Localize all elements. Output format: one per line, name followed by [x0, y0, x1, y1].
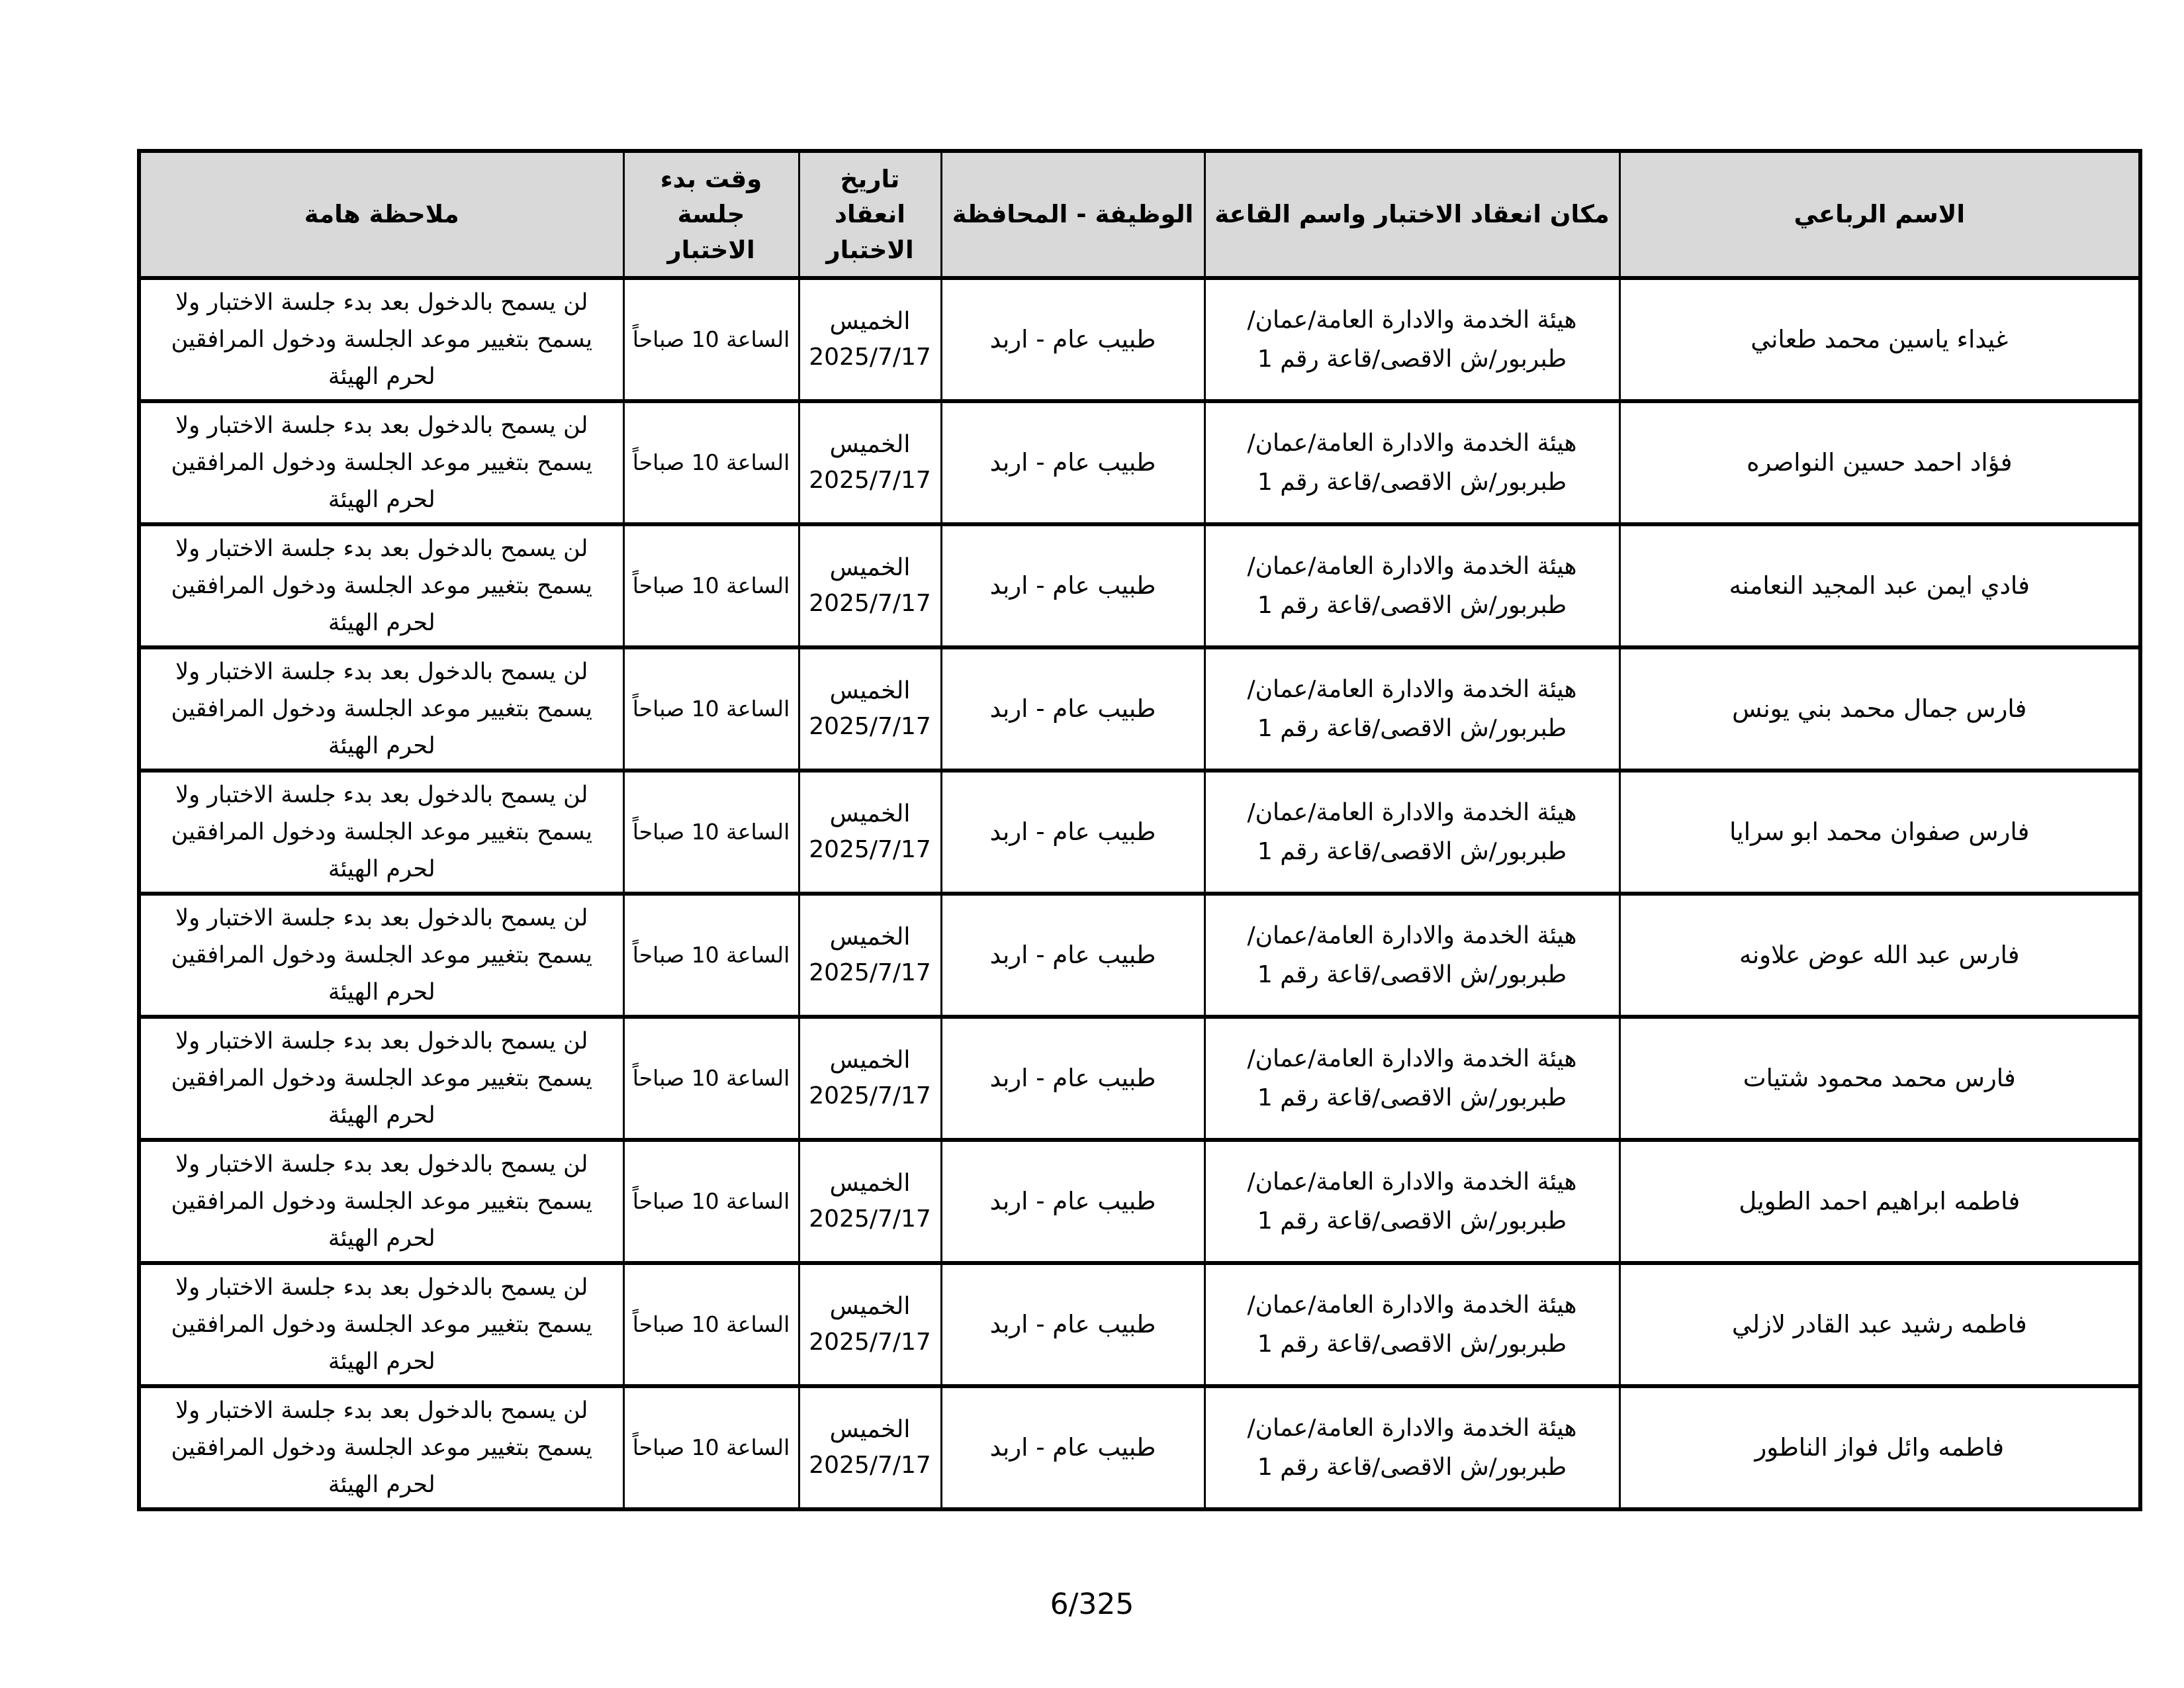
- cell-important-note: لن يسمح بالدخول بعد بدء جلسة الاختبار ولا يسمح بتغيير موعد الجلسة ودخول المرافقين لحرم الهيئة: [139, 524, 623, 647]
- cell-job-governorate: طبيب عام - اربد: [941, 278, 1205, 401]
- exam-date-day: الخميس: [829, 308, 911, 335]
- header-full-name: الاسم الرباعي: [1619, 151, 2140, 278]
- exam-date-day: الخميس: [829, 431, 911, 458]
- cell-full-name: فارس محمد محمود شتيات: [1619, 1017, 2140, 1140]
- cell-job-governorate: طبيب عام - اربد: [941, 771, 1205, 894]
- cell-exam-location: هيئة الخدمة والادارة العامة/عمان/طبربور/ش الاقصى/قاعة رقم 1: [1205, 524, 1619, 647]
- cell-session-time: الساعة 10 صباحاً: [623, 1263, 799, 1386]
- table-row: [139, 278, 2140, 401]
- cell-important-note: لن يسمح بالدخول بعد بدء جلسة الاختبار ولا يسمح بتغيير موعد الجلسة ودخول المرافقين لحرم الهيئة: [139, 894, 623, 1017]
- cell-important-note: لن يسمح بالدخول بعد بدء جلسة الاختبار ولا يسمح بتغيير موعد الجلسة ودخول المرافقين لحرم الهيئة: [139, 771, 623, 894]
- cell-exam-date: [799, 894, 941, 1017]
- cell-exam-location: هيئة الخدمة والادارة العامة/عمان/طبربور/ش الاقصى/قاعة رقم 1: [1205, 1017, 1619, 1140]
- cell-full-name: فاطمه ابراهيم احمد الطويل: [1619, 1140, 2140, 1263]
- header-exam-location: مكان انعقاد الاختبار واسم القاعة: [1205, 151, 1619, 278]
- cell-exam-location: هيئة الخدمة والادارة العامة/عمان/طبربور/ش الاقصى/قاعة رقم 1: [1205, 1386, 1619, 1509]
- cell-session-time: الساعة 10 صباحاً: [623, 1017, 799, 1140]
- cell-session-time: الساعة 10 صباحاً: [623, 1386, 799, 1509]
- exam-date-day: الخميس: [829, 923, 911, 951]
- table-row: [139, 894, 2140, 1017]
- cell-exam-location: هيئة الخدمة والادارة العامة/عمان/طبربور/ش الاقصى/قاعة رقم 1: [1205, 1140, 1619, 1263]
- exam-date-value: 2025/7/17: [809, 713, 931, 740]
- cell-job-governorate: طبيب عام - اربد: [941, 1263, 1205, 1386]
- cell-exam-date: [799, 1017, 941, 1140]
- cell-job-governorate: طبيب عام - اربد: [941, 1140, 1205, 1263]
- exam-date-value: 2025/7/17: [809, 467, 931, 494]
- cell-full-name: فارس جمال محمد بني يونس: [1619, 647, 2140, 771]
- header-exam-date: تاريخ انعقاد الاختبار: [799, 151, 941, 278]
- exam-date-value: 2025/7/17: [809, 959, 931, 986]
- cell-important-note: لن يسمح بالدخول بعد بدء جلسة الاختبار ولا يسمح بتغيير موعد الجلسة ودخول المرافقين لحرم الهيئة: [139, 1140, 623, 1263]
- exam-date-day: الخميس: [829, 1047, 911, 1074]
- table-row: [139, 1017, 2140, 1140]
- exam-date-value: 2025/7/17: [809, 1329, 931, 1356]
- cell-exam-date: [799, 647, 941, 771]
- cell-important-note: لن يسمح بالدخول بعد بدء جلسة الاختبار ولا يسمح بتغيير موعد الجلسة ودخول المرافقين لحرم الهيئة: [139, 278, 623, 401]
- exam-date-day: الخميس: [829, 1416, 911, 1443]
- exam-date-value: 2025/7/17: [809, 1452, 931, 1479]
- cell-exam-date: [799, 1263, 941, 1386]
- cell-session-time: الساعة 10 صباحاً: [623, 524, 799, 647]
- cell-full-name: فارس صفوان محمد ابو سرايا: [1619, 771, 2140, 894]
- cell-exam-location: هيئة الخدمة والادارة العامة/عمان/طبربور/ش الاقصى/قاعة رقم 1: [1205, 771, 1619, 894]
- cell-full-name: فاطمه رشيد عبد القادر لازلي: [1619, 1263, 2140, 1386]
- cell-job-governorate: طبيب عام - اربد: [941, 1386, 1205, 1509]
- cell-exam-date: [799, 278, 941, 401]
- cell-session-time: الساعة 10 صباحاً: [623, 894, 799, 1017]
- cell-session-time: الساعة 10 صباحاً: [623, 401, 799, 524]
- cell-important-note: لن يسمح بالدخول بعد بدء جلسة الاختبار ولا يسمح بتغيير موعد الجلسة ودخول المرافقين لحرم الهيئة: [139, 1386, 623, 1509]
- cell-important-note: لن يسمح بالدخول بعد بدء جلسة الاختبار ولا يسمح بتغيير موعد الجلسة ودخول المرافقين لحرم الهيئة: [139, 1263, 623, 1386]
- cell-exam-location: هيئة الخدمة والادارة العامة/عمان/طبربور/ش الاقصى/قاعة رقم 1: [1205, 278, 1619, 401]
- cell-exam-location: هيئة الخدمة والادارة العامة/عمان/طبربور/ش الاقصى/قاعة رقم 1: [1205, 894, 1619, 1017]
- table-row: [139, 1140, 2140, 1263]
- exam-schedule-table-container: [141, 149, 2142, 1511]
- table-row: [139, 771, 2140, 894]
- cell-full-name: فاطمه وائل فواز الناطور: [1619, 1386, 2140, 1509]
- cell-job-governorate: طبيب عام - اربد: [941, 401, 1205, 524]
- header-important-note: ملاحظة هامة: [139, 151, 623, 278]
- cell-exam-date: [799, 401, 941, 524]
- cell-important-note: لن يسمح بالدخول بعد بدء جلسة الاختبار ولا يسمح بتغيير موعد الجلسة ودخول المرافقين لحرم الهيئة: [139, 401, 623, 524]
- exam-date-value: 2025/7/17: [809, 344, 931, 371]
- page-number: 6/325: [1050, 1587, 1134, 1621]
- cell-full-name: فؤاد احمد حسين النواصره: [1619, 401, 2140, 524]
- cell-job-governorate: طبيب عام - اربد: [941, 647, 1205, 771]
- cell-job-governorate: طبيب عام - اربد: [941, 524, 1205, 647]
- cell-job-governorate: طبيب عام - اربد: [941, 1017, 1205, 1140]
- cell-exam-location: هيئة الخدمة والادارة العامة/عمان/طبربور/ش الاقصى/قاعة رقم 1: [1205, 1263, 1619, 1386]
- table-header-row: [139, 151, 2140, 278]
- exam-date-value: 2025/7/17: [809, 590, 931, 617]
- cell-important-note: لن يسمح بالدخول بعد بدء جلسة الاختبار ولا يسمح بتغيير موعد الجلسة ودخول المرافقين لحرم الهيئة: [139, 1017, 623, 1140]
- table-row: [139, 401, 2140, 524]
- exam-date-day: الخميس: [829, 800, 911, 827]
- table-row: [139, 1263, 2140, 1386]
- cell-full-name: فارس عبد الله عوض علاونه: [1619, 894, 2140, 1017]
- cell-session-time: الساعة 10 صباحاً: [623, 647, 799, 771]
- header-session-time: وقت بدء جلسة الاختبار: [623, 151, 799, 278]
- cell-exam-date: [799, 771, 941, 894]
- header-job-governorate: الوظيفة - المحافظة: [941, 151, 1205, 278]
- exam-date-day: الخميس: [829, 677, 911, 704]
- cell-session-time: الساعة 10 صباحاً: [623, 771, 799, 894]
- cell-full-name: غيداء ياسين محمد طعاني: [1619, 278, 2140, 401]
- cell-session-time: الساعة 10 صباحاً: [623, 278, 799, 401]
- cell-exam-date: [799, 1386, 941, 1509]
- table-row: [139, 1386, 2140, 1509]
- exam-date-value: 2025/7/17: [809, 1082, 931, 1109]
- cell-important-note: لن يسمح بالدخول بعد بدء جلسة الاختبار ولا يسمح بتغيير موعد الجلسة ودخول المرافقين لحرم الهيئة: [139, 647, 623, 771]
- exam-schedule-table: [137, 149, 2142, 1511]
- cell-session-time: الساعة 10 صباحاً: [623, 1140, 799, 1263]
- cell-exam-location: هيئة الخدمة والادارة العامة/عمان/طبربور/ش الاقصى/قاعة رقم 1: [1205, 401, 1619, 524]
- exam-date-day: الخميس: [829, 1170, 911, 1197]
- cell-exam-location: هيئة الخدمة والادارة العامة/عمان/طبربور/ش الاقصى/قاعة رقم 1: [1205, 647, 1619, 771]
- cell-exam-date: [799, 1140, 941, 1263]
- exam-date-day: الخميس: [829, 554, 911, 581]
- table-row: [139, 524, 2140, 647]
- cell-job-governorate: طبيب عام - اربد: [941, 894, 1205, 1017]
- exam-date-value: 2025/7/17: [809, 836, 931, 863]
- table-row: [139, 647, 2140, 771]
- cell-full-name: فادي ايمن عبد المجيد النعامنه: [1619, 524, 2140, 647]
- exam-date-value: 2025/7/17: [809, 1205, 931, 1233]
- cell-exam-date: [799, 524, 941, 647]
- exam-date-day: الخميس: [829, 1293, 911, 1320]
